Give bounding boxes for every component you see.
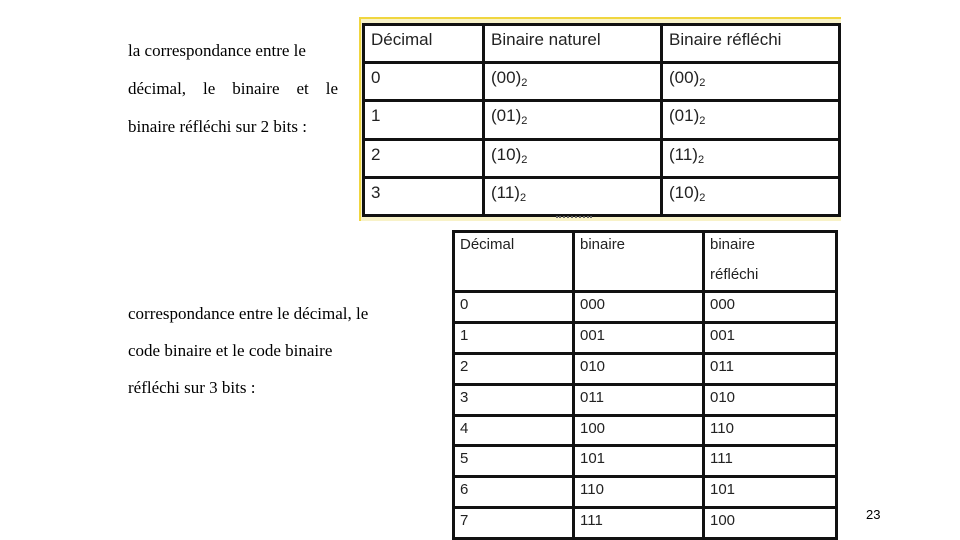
- table-2bits: [362, 23, 841, 217]
- base-subscript: 2: [519, 191, 527, 204]
- cell-reflected: 010: [704, 384, 837, 415]
- cell-binary: 010: [574, 353, 704, 384]
- table-row: [364, 101, 840, 139]
- cell-binary: 101: [574, 446, 704, 477]
- table-row: [454, 446, 837, 477]
- table-row: [454, 322, 837, 353]
- cell-natural: $(10)_2$: [484, 139, 662, 177]
- intro-3bits-line-3: réfléchi sur 3 bits :: [128, 378, 256, 397]
- cell-binary: 000: [574, 292, 704, 323]
- cell-reflected: 000: [704, 292, 837, 323]
- cell-decimal: 6: [454, 477, 574, 508]
- cell-reflected: $(00)_2$: [662, 63, 840, 101]
- base-subscript: 2: [699, 77, 706, 90]
- table-header-row: [454, 232, 837, 292]
- base-subscript: 2: [521, 153, 528, 166]
- table-row: [454, 508, 837, 539]
- header-binary: binaire: [574, 232, 704, 292]
- table-row: [454, 292, 837, 323]
- cell-binary: 110: [574, 477, 704, 508]
- cell-decimal: 0: [454, 292, 574, 323]
- header-reflected-line-2: réfléchi: [710, 266, 759, 283]
- cell-binary: 011: [574, 384, 704, 415]
- cell-reflected: $(10)_2$: [662, 177, 840, 215]
- cell-reflected: 110: [704, 415, 837, 446]
- cell-binary: 100: [574, 415, 704, 446]
- cell-binary: 001: [574, 322, 704, 353]
- header-decimal: Décimal: [364, 25, 484, 63]
- table-row: [454, 415, 837, 446]
- table-row: [364, 177, 840, 215]
- intro-2bits-line-3: binaire réfléchi sur 2 bits :: [128, 117, 307, 136]
- base-subscript: 2: [697, 153, 705, 166]
- cell-decimal: 7: [454, 508, 574, 539]
- cell-decimal: 2: [364, 139, 484, 177]
- cell-decimal: 3: [364, 177, 484, 215]
- cell-reflected: 100: [704, 508, 837, 539]
- base-subscript: 2: [699, 191, 706, 204]
- header-reflected: [704, 232, 837, 292]
- base-subscript: 2: [699, 115, 706, 128]
- cell-decimal: 1: [454, 322, 574, 353]
- intro-3bits-line-2: code binaire et le code binaire: [128, 341, 333, 360]
- caption-fragment: [556, 216, 592, 221]
- cell-decimal: 2: [454, 353, 574, 384]
- intro-2bits-line-1: la correspondance entre le: [128, 41, 306, 60]
- cell-decimal: 4: [454, 415, 574, 446]
- cell-decimal: 5: [454, 446, 574, 477]
- cell-natural: $(01)_2$: [484, 101, 662, 139]
- intro-3bits-line-1: correspondance entre le décimal, le: [128, 304, 369, 323]
- header-natural: Binaire naturel: [484, 25, 662, 63]
- cell-reflected: 101: [704, 477, 837, 508]
- cell-decimal: 3: [454, 384, 574, 415]
- table-row: [364, 139, 840, 177]
- table-3bits: [452, 230, 838, 540]
- base-subscript: 2: [521, 77, 528, 90]
- cell-reflected: 111: [704, 446, 837, 477]
- cell-natural: $(00)_2$: [484, 63, 662, 101]
- cell-reflected: $(01)_2$: [662, 101, 840, 139]
- header-reflected-line-1: binaire: [710, 236, 756, 253]
- table-row: [454, 384, 837, 415]
- cell-decimal: 0: [364, 63, 484, 101]
- cell-reflected: $(11)_2$: [662, 139, 840, 177]
- cell-natural: $(11)_2$: [484, 177, 662, 215]
- table-row: [364, 63, 840, 101]
- cell-reflected: 011: [704, 353, 837, 384]
- table-row: [454, 353, 837, 384]
- cell-decimal: 1: [364, 101, 484, 139]
- cell-reflected: 001: [704, 322, 837, 353]
- header-decimal: Décimal: [454, 232, 574, 292]
- cell-binary: 111: [574, 508, 704, 539]
- header-reflected: Binaire réfléchi: [662, 25, 840, 63]
- base-subscript: 2: [521, 115, 528, 128]
- page-number: 23: [866, 507, 881, 522]
- intro-2bits-line-2: décimal, le binaire et le: [128, 79, 338, 98]
- table-row: [454, 477, 837, 508]
- table-header-row: [364, 25, 840, 63]
